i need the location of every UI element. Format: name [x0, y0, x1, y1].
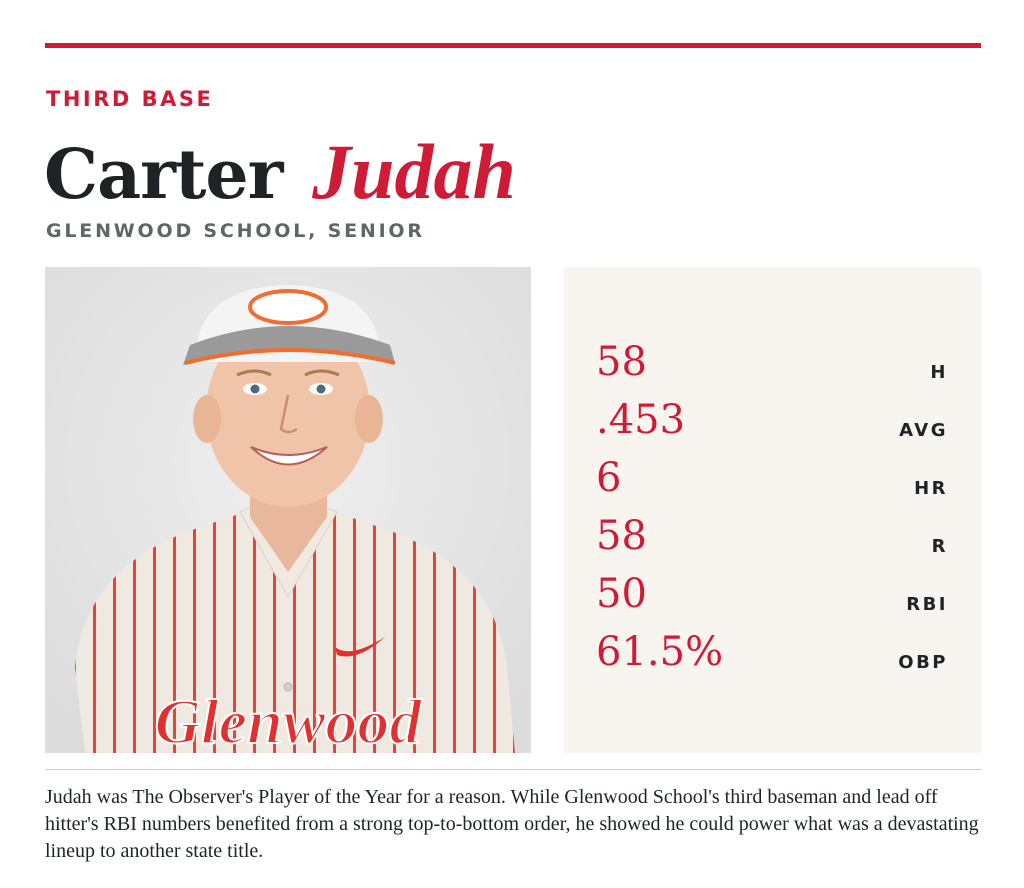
stats-panel: [564, 267, 981, 753]
stat-label: HR: [914, 478, 948, 499]
stat-label: RBI: [906, 594, 948, 615]
player-portrait-illustration: [45, 267, 531, 753]
player-name: [44, 130, 516, 218]
stat-value: 50: [596, 571, 647, 617]
stat-label: H: [930, 362, 948, 383]
stat-row-h: [596, 333, 948, 391]
player-last-name: Judah: [312, 128, 516, 215]
stat-value: 58: [596, 513, 647, 559]
player-school: GLENWOOD SCHOOL, SENIOR: [46, 220, 425, 242]
stat-label: OBP: [898, 652, 948, 673]
stat-row-hr: [596, 449, 948, 507]
bottom-rule: [45, 769, 981, 770]
stat-label: AVG: [899, 420, 948, 441]
stat-row-rbi: [596, 565, 948, 623]
stat-value: .453: [596, 397, 686, 443]
stat-label: R: [931, 536, 948, 557]
stat-value: 61.5%: [596, 629, 724, 675]
stat-value: 6: [596, 455, 622, 501]
player-photo: [45, 267, 531, 753]
jersey-lettering: Glenwood: [154, 686, 422, 753]
player-position: THIRD BASE: [46, 87, 214, 111]
player-blurb: Judah was The Observer's Player of the Year for a reason. While Glenwood School's third baseman and lead off hitter's RBI numbers benefited from a strong top-to-bottom order, he showed he could power what was a devastating lineup to another state title.: [45, 786, 979, 862]
stat-row-obp: [596, 623, 948, 681]
top-rule: [45, 43, 981, 48]
stat-row-avg: [596, 391, 948, 449]
stat-row-r: [596, 507, 948, 565]
player-first-name: Carter: [44, 135, 283, 215]
stat-value: 58: [596, 339, 647, 385]
